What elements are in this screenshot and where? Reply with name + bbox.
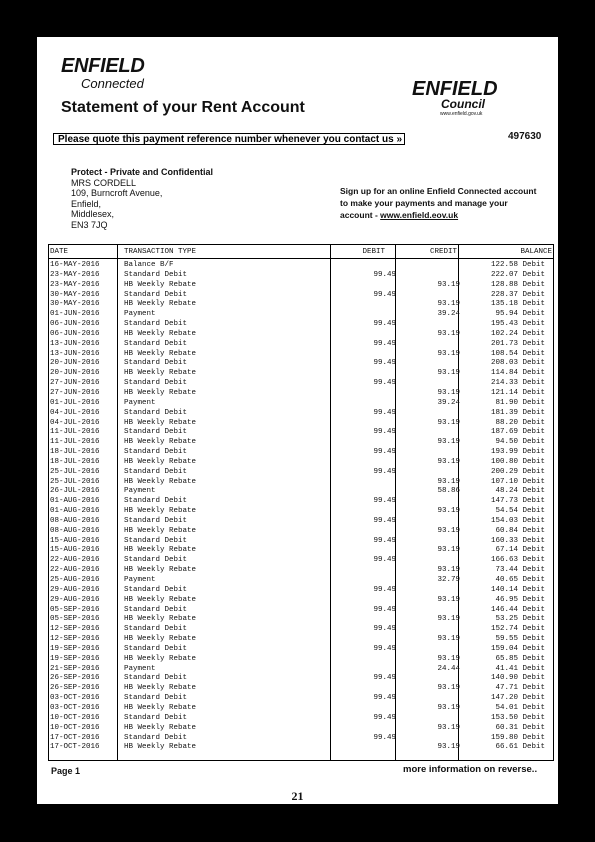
cell-date: 20-JUN-2016 [50, 359, 100, 368]
cell-type: Standard Debit [124, 379, 188, 388]
cell-date: 20-JUN-2016 [50, 369, 100, 378]
table-row [49, 606, 553, 616]
cell-balance: 152.74 Debit [490, 625, 545, 634]
table-row [49, 330, 553, 340]
page-label: Page 1 [51, 766, 81, 776]
table-body [49, 261, 553, 753]
cell-balance: 41.41 Debit [495, 664, 545, 673]
cell-date: 16-MAY-2016 [50, 261, 100, 269]
cell-date: 15-AUG-2016 [50, 546, 100, 555]
cell-debit: 99.49 [373, 625, 396, 634]
cell-debit: 99.49 [373, 516, 396, 525]
cell-credit: 93.19 [437, 723, 460, 732]
cell-type: HB Weekly Rebate [124, 684, 197, 693]
cell-date: 06-JUN-2016 [50, 329, 100, 338]
table-row [49, 291, 553, 301]
cell-balance: 187.69 Debit [490, 428, 545, 437]
signup-link[interactable]: www.enfield.eov.uk [380, 210, 459, 220]
transactions-table [48, 244, 554, 761]
cell-credit: 93.19 [437, 369, 460, 378]
table-row [49, 468, 553, 478]
table-row [49, 615, 553, 625]
table-row [49, 556, 553, 566]
header-balance: BALANCE [520, 248, 552, 256]
header-divider [49, 258, 553, 259]
signup-prefix: account - [340, 210, 381, 220]
cell-date: 15-AUG-2016 [50, 536, 100, 545]
table-row [49, 487, 553, 497]
cell-debit: 99.49 [373, 644, 396, 653]
cell-type: HB Weekly Rebate [124, 300, 197, 309]
cell-balance: 121.14 Debit [490, 388, 545, 397]
cell-balance: 100.80 Debit [490, 457, 545, 466]
cell-balance: 73.44 Debit [495, 566, 545, 575]
cell-balance: 146.44 Debit [490, 605, 545, 614]
cell-type: Standard Debit [124, 694, 188, 703]
payment-reference-prompt: Please quote this payment reference number whenever you contact us » [53, 133, 405, 145]
table-row [49, 517, 553, 527]
table-row [49, 428, 553, 438]
cell-balance: 65.85 Debit [495, 654, 545, 663]
cell-balance: 67.14 Debit [495, 546, 545, 555]
cell-date: 23-MAY-2016 [50, 270, 100, 279]
cell-date: 17-OCT-2016 [50, 733, 100, 742]
cell-credit: 93.19 [437, 566, 460, 575]
cell-type: HB Weekly Rebate [124, 615, 197, 624]
signup-line: Sign up for an online Enfield Connected account [340, 186, 537, 196]
cell-debit: 99.49 [373, 585, 396, 594]
cell-type: HB Weekly Rebate [124, 507, 197, 516]
cell-type: Standard Debit [124, 585, 188, 594]
cell-debit: 99.49 [373, 448, 396, 457]
cell-type: Standard Debit [124, 674, 188, 683]
cell-credit: 24.44 [437, 664, 460, 673]
cell-credit: 93.19 [437, 418, 460, 427]
cell-balance: 88.20 Debit [495, 418, 545, 427]
table-row [49, 369, 553, 379]
cell-credit: 93.19 [437, 654, 460, 663]
cell-balance: 128.88 Debit [490, 280, 545, 289]
cell-date: 04-JUL-2016 [50, 408, 100, 417]
cell-type: Payment [124, 310, 156, 319]
cell-balance: 59.55 Debit [495, 635, 545, 644]
cell-type: Standard Debit [124, 448, 188, 457]
cell-date: 18-JUL-2016 [50, 457, 100, 466]
cell-balance: 140.90 Debit [490, 674, 545, 683]
cell-balance: 54.01 Debit [495, 703, 545, 712]
cell-credit: 93.19 [437, 684, 460, 693]
cell-type: HB Weekly Rebate [124, 418, 197, 427]
cell-balance: 193.99 Debit [490, 448, 545, 457]
cell-balance: 54.54 Debit [495, 507, 545, 516]
cell-credit: 93.19 [437, 507, 460, 516]
cell-type: Standard Debit [124, 605, 188, 614]
cell-type: HB Weekly Rebate [124, 566, 197, 575]
cell-date: 25-AUG-2016 [50, 576, 100, 584]
cell-balance: 222.07 Debit [490, 270, 545, 279]
cell-debit: 99.49 [373, 290, 396, 299]
cell-type: Standard Debit [124, 516, 188, 525]
cell-debit: 99.49 [373, 497, 396, 506]
table-row [49, 674, 553, 684]
table-row [49, 340, 553, 350]
table-row [49, 566, 553, 576]
signup-notice [340, 185, 536, 221]
cell-type: Payment [124, 576, 156, 584]
cell-type: Standard Debit [124, 408, 188, 417]
cell-balance: 140.14 Debit [490, 585, 545, 594]
cell-balance: 228.37 Debit [490, 290, 545, 299]
cell-credit: 93.19 [437, 546, 460, 555]
table-row [49, 507, 553, 517]
table-row [49, 645, 553, 655]
cell-credit: 93.19 [437, 595, 460, 604]
cell-debit: 99.49 [373, 733, 396, 742]
table-row [49, 586, 553, 596]
cell-credit: 93.19 [437, 615, 460, 624]
cell-credit: 93.19 [437, 635, 460, 644]
cell-type: Standard Debit [124, 359, 188, 368]
cell-balance: 208.03 Debit [490, 359, 545, 368]
header-credit: CREDIT [429, 248, 457, 256]
cell-type: Payment [124, 664, 156, 673]
cell-credit: 93.19 [437, 388, 460, 397]
cell-date: 08-AUG-2016 [50, 526, 100, 535]
cell-debit: 99.49 [373, 694, 396, 703]
table-row [49, 389, 553, 399]
cell-debit: 99.49 [373, 428, 396, 437]
cell-date: 05-SEP-2016 [50, 615, 100, 624]
cell-type: HB Weekly Rebate [124, 546, 197, 555]
cell-debit: 99.49 [373, 605, 396, 614]
cell-date: 26-SEP-2016 [50, 674, 100, 683]
cell-date: 11-JUL-2016 [50, 438, 100, 447]
cell-type: HB Weekly Rebate [124, 526, 197, 535]
cell-type: Standard Debit [124, 270, 188, 279]
cell-balance: 160.33 Debit [490, 536, 545, 545]
cell-type: Standard Debit [124, 339, 188, 348]
cell-balance: 214.33 Debit [490, 379, 545, 388]
table-row [49, 281, 553, 291]
address-line: EN3 7JQ [71, 219, 108, 230]
cell-debit: 99.49 [373, 536, 396, 545]
cell-type: HB Weekly Rebate [124, 743, 197, 752]
page-number: 21 [291, 789, 304, 803]
cell-type: HB Weekly Rebate [124, 369, 197, 378]
cell-date: 04-JUL-2016 [50, 418, 100, 427]
cell-date: 10-OCT-2016 [50, 713, 100, 722]
cell-type: Standard Debit [124, 713, 188, 722]
cell-date: 22-AUG-2016 [50, 556, 100, 565]
cell-balance: 195.43 Debit [490, 320, 545, 329]
cell-date: 01-JUL-2016 [50, 398, 100, 407]
table-row [49, 635, 553, 645]
table-row [49, 438, 553, 448]
table-row [49, 261, 553, 271]
council-logo-name: ENFIELD [412, 78, 498, 100]
cell-balance: 60.31 Debit [495, 723, 545, 732]
table-row [49, 724, 553, 734]
cell-debit: 99.49 [373, 408, 396, 417]
cell-type: HB Weekly Rebate [124, 703, 197, 712]
cell-debit: 99.49 [373, 270, 396, 279]
cell-credit: 93.19 [437, 743, 460, 752]
cell-date: 05-SEP-2016 [50, 605, 100, 614]
cell-type: HB Weekly Rebate [124, 723, 197, 732]
cell-date: 10-OCT-2016 [50, 723, 100, 732]
table-row [49, 527, 553, 537]
cell-credit: 93.19 [437, 526, 460, 535]
cell-date: 18-JUL-2016 [50, 448, 100, 457]
cell-type: HB Weekly Rebate [124, 349, 197, 358]
table-row [49, 546, 553, 556]
payment-reference-number: 497630 [508, 131, 542, 142]
cell-balance: 201.73 Debit [490, 339, 545, 348]
cell-balance: 60.84 Debit [495, 526, 545, 535]
cell-date: 26-JUL-2016 [50, 487, 100, 496]
cell-balance: 153.50 Debit [490, 713, 545, 722]
table-row [49, 694, 553, 704]
cell-balance: 108.54 Debit [490, 349, 545, 358]
cell-date: 11-JUL-2016 [50, 428, 100, 437]
table-row [49, 596, 553, 606]
cell-date: 12-SEP-2016 [50, 625, 100, 634]
cell-date: 03-OCT-2016 [50, 694, 100, 703]
signup-line: to make your payments and manage your [340, 198, 508, 208]
cell-type: HB Weekly Rebate [124, 438, 197, 447]
cell-balance: 46.95 Debit [495, 595, 545, 604]
table-row [49, 684, 553, 694]
address-line: MRS CORDELL [71, 177, 137, 188]
header-debit: DEBIT [362, 248, 385, 256]
address-heading: Protect - Private and Confidential [71, 167, 214, 177]
brand-subtitle: Connected [81, 76, 144, 91]
council-logo-sub: Council [441, 97, 485, 111]
cell-credit: 93.19 [437, 477, 460, 486]
cell-type: Standard Debit [124, 290, 188, 299]
table-row [49, 320, 553, 330]
cell-date: 01-AUG-2016 [50, 497, 100, 506]
table-row [49, 497, 553, 507]
cell-credit: 93.19 [437, 300, 460, 309]
table-row [49, 399, 553, 409]
cell-date: 26-SEP-2016 [50, 684, 100, 693]
cell-debit: 99.49 [373, 339, 396, 348]
table-row [49, 379, 553, 389]
cell-type: Standard Debit [124, 625, 188, 634]
brand-name: ENFIELD [61, 55, 145, 77]
cell-date: 03-OCT-2016 [50, 703, 100, 712]
cell-debit: 99.49 [373, 556, 396, 565]
table-row [49, 359, 553, 369]
table-row [49, 419, 553, 429]
cell-balance: 135.18 Debit [490, 300, 545, 309]
cell-balance: 147.73 Debit [490, 497, 545, 506]
table-row [49, 734, 553, 744]
cell-balance: 114.84 Debit [490, 369, 545, 378]
cell-type: Standard Debit [124, 320, 188, 329]
table-row [49, 448, 553, 458]
cell-balance: 181.39 Debit [490, 408, 545, 417]
cell-credit: 93.19 [437, 457, 460, 466]
cell-date: 25-JUL-2016 [50, 477, 100, 486]
address-line: 109, Burncroft Avenue, [71, 188, 163, 198]
cell-type: HB Weekly Rebate [124, 329, 197, 338]
cell-balance: 107.10 Debit [490, 477, 545, 486]
table-row [49, 625, 553, 635]
cell-date: 23-MAY-2016 [50, 280, 100, 289]
table-row [49, 300, 553, 310]
cell-type: Standard Debit [124, 428, 188, 437]
cell-date: 01-AUG-2016 [50, 507, 100, 516]
cell-date: 30-MAY-2016 [50, 300, 100, 309]
header-date: DATE [50, 248, 69, 256]
cell-balance: 53.25 Debit [495, 615, 545, 624]
cell-type: Standard Debit [124, 733, 188, 742]
cell-type: Balance B/F [124, 261, 174, 269]
cell-balance: 159.80 Debit [490, 733, 545, 742]
cell-debit: 99.49 [373, 320, 396, 329]
cell-date: 19-SEP-2016 [50, 644, 100, 653]
cell-balance: 200.29 Debit [490, 467, 545, 476]
cell-debit: 99.49 [373, 379, 396, 388]
cell-balance: 166.63 Debit [490, 556, 545, 565]
cell-date: 30-MAY-2016 [50, 290, 100, 299]
cell-type: Payment [124, 398, 156, 407]
cell-balance: 154.03 Debit [490, 516, 545, 525]
cell-credit: 93.19 [437, 329, 460, 338]
cell-debit: 99.49 [373, 713, 396, 722]
cell-date: 06-JUN-2016 [50, 320, 100, 329]
cell-date: 17-OCT-2016 [50, 743, 100, 752]
cell-balance: 102.24 Debit [490, 329, 545, 338]
table-row [49, 478, 553, 488]
table-row [49, 576, 553, 586]
signup-line [340, 209, 536, 221]
table-row [49, 714, 553, 724]
cell-debit: 99.49 [373, 467, 396, 476]
header-type: TRANSACTION TYPE [124, 248, 197, 256]
address-line: Middlesex, [71, 209, 115, 219]
cell-type: HB Weekly Rebate [124, 388, 197, 397]
cell-type: HB Weekly Rebate [124, 635, 197, 644]
cell-type: HB Weekly Rebate [124, 654, 197, 663]
cell-debit: 99.49 [373, 359, 396, 368]
cell-date: 27-JUN-2016 [50, 379, 100, 388]
cell-date: 25-JUL-2016 [50, 467, 100, 476]
cell-date: 27-JUN-2016 [50, 388, 100, 397]
cell-type: Standard Debit [124, 497, 188, 506]
cell-date: 13-JUN-2016 [50, 349, 100, 358]
table-row [49, 409, 553, 419]
cell-type: Payment [124, 487, 156, 496]
more-info-note: more information on reverse.. [403, 764, 538, 775]
cell-type: Standard Debit [124, 536, 188, 545]
council-url: www.enfield.gov.uk [440, 111, 483, 117]
cell-date: 12-SEP-2016 [50, 635, 100, 644]
cell-type: HB Weekly Rebate [124, 280, 197, 289]
table-row [49, 458, 553, 468]
cell-date: 21-SEP-2016 [50, 664, 100, 673]
cell-balance: 147.20 Debit [490, 694, 545, 703]
cell-credit: 32.79 [437, 576, 460, 584]
cell-balance: 81.90 Debit [495, 398, 545, 407]
cell-balance: 95.94 Debit [495, 310, 545, 319]
cell-balance: 66.61 Debit [495, 743, 545, 752]
cell-date: 19-SEP-2016 [50, 654, 100, 663]
cell-credit: 39.24 [437, 398, 460, 407]
cell-credit: 39.24 [437, 310, 460, 319]
cell-credit: 93.19 [437, 438, 460, 447]
cell-type: Standard Debit [124, 556, 188, 565]
cell-date: 13-JUN-2016 [50, 339, 100, 348]
cell-balance: 47.71 Debit [495, 684, 545, 693]
cell-type: HB Weekly Rebate [124, 457, 197, 466]
cell-date: 29-AUG-2016 [50, 585, 100, 594]
cell-type: Standard Debit [124, 467, 188, 476]
cell-credit: 93.19 [437, 703, 460, 712]
cell-credit: 93.19 [437, 349, 460, 358]
cell-type: HB Weekly Rebate [124, 477, 197, 486]
table-row [49, 665, 553, 675]
cell-balance: 159.04 Debit [490, 644, 545, 653]
cell-date: 08-AUG-2016 [50, 516, 100, 525]
table-row [49, 743, 553, 753]
table-row [49, 655, 553, 665]
cell-balance: 94.50 Debit [495, 438, 545, 447]
cell-balance: 40.65 Debit [495, 576, 545, 584]
address-line: Enfield, [71, 198, 102, 209]
table-row [49, 271, 553, 281]
cell-type: Standard Debit [124, 644, 188, 653]
cell-credit: 58.86 [437, 487, 460, 496]
table-row [49, 537, 553, 547]
table-row [49, 704, 553, 714]
cell-date: 22-AUG-2016 [50, 566, 100, 575]
statement-page [37, 37, 558, 804]
cell-date: 29-AUG-2016 [50, 595, 100, 604]
cell-balance: 48.24 Debit [495, 487, 545, 496]
cell-type: HB Weekly Rebate [124, 595, 197, 604]
cell-debit: 99.49 [373, 674, 396, 683]
page-title: Statement of your Rent Account [61, 99, 305, 116]
cell-balance: 122.58 Debit [490, 261, 545, 269]
recipient-address [71, 167, 213, 230]
cell-date: 01-JUN-2016 [50, 310, 100, 319]
cell-credit: 93.19 [437, 280, 460, 289]
table-row [49, 310, 553, 320]
table-row [49, 350, 553, 360]
